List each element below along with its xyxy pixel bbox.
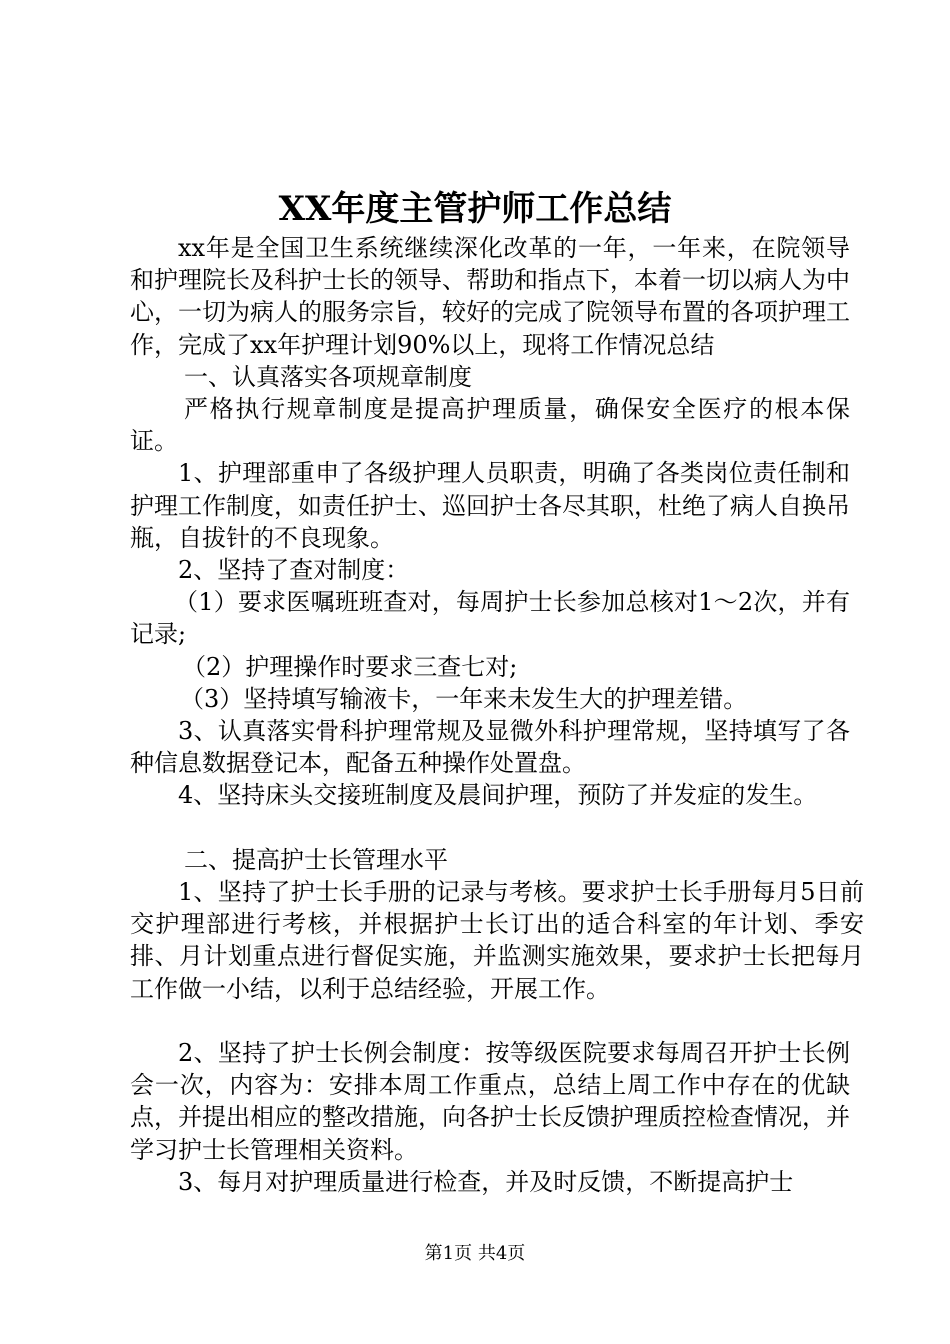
section-heading-2: 二、提高护士长管理水平 xyxy=(184,845,448,874)
paragraph: 1、坚持了护士长手册的记录与考核。要求护士长手册每月5日前交护理部进行考核，并根据护士长订出的适合科室的年计划、季安排、月计划重点进行督促实施，并监测实施效果，要求护士长把每月工作做一小结，以利于总结经验，开展工作。 xyxy=(130,878,864,1003)
page-footer: 第1页 共4页 xyxy=(424,1243,526,1264)
paragraph: 4、坚持床头交接班制度及晨间护理，预防了并发症的发生。 xyxy=(178,781,818,810)
list-item: （3）坚持填写输液卡，一年来未发生大的护理差错。 xyxy=(180,684,748,713)
list-item: （1）要求医嘱班班查对，每周护士长参加总核对1～2次，并有记录; xyxy=(130,588,850,649)
paragraph: 3、认真落实骨科护理常规及显微外科护理常规，坚持填写了各种信息数据登记本，配备五种操作处置盘。 xyxy=(130,717,850,778)
paragraph: 2、坚持了查对制度： xyxy=(178,556,410,585)
paragraph: 2、坚持了护士长例会制度：按等级医院要求每周召开护士长例会一次，内容为：安排本周工作重点，总结上周工作中存在的优缺点，并提出相应的整改措施，向各护士长反馈护理质控检查情况，并学习护士长管理相关资料。 xyxy=(130,1039,850,1164)
section-heading-1: 一、认真落实各项规章制度 xyxy=(184,362,472,391)
paragraph: 3、每月对护理质量进行检查，并及时反馈，不断提高护士 xyxy=(178,1167,794,1196)
document-title: XX年度主管护师工作总结 xyxy=(278,189,672,229)
paragraph: 1、护理部重申了各级护理人员职责，明确了各类岗位责任制和护理工作制度，如责任护士、巡回护士各尽其职，杜绝了病人自换吊瓶，自拔针的不良现象。 xyxy=(130,459,850,552)
document-body xyxy=(130,232,864,1198)
list-item: （2）护理操作时要求三查七对; xyxy=(182,652,518,681)
paragraph: 严格执行规章制度是提高护理质量，确保安全医疗的根本保证。 xyxy=(130,395,850,456)
intro-paragraph: xx年是全国卫生系统继续深化改革的一年，一年来，在院领导和护理院长及科护士长的领导、帮助和指点下，本着一切以病人为中心，一切为病人的服务宗旨，较好的完成了院领导布置的各项护理工作，完成了xx年护理计划90%以上，现将工作情况总结 xyxy=(130,234,850,359)
